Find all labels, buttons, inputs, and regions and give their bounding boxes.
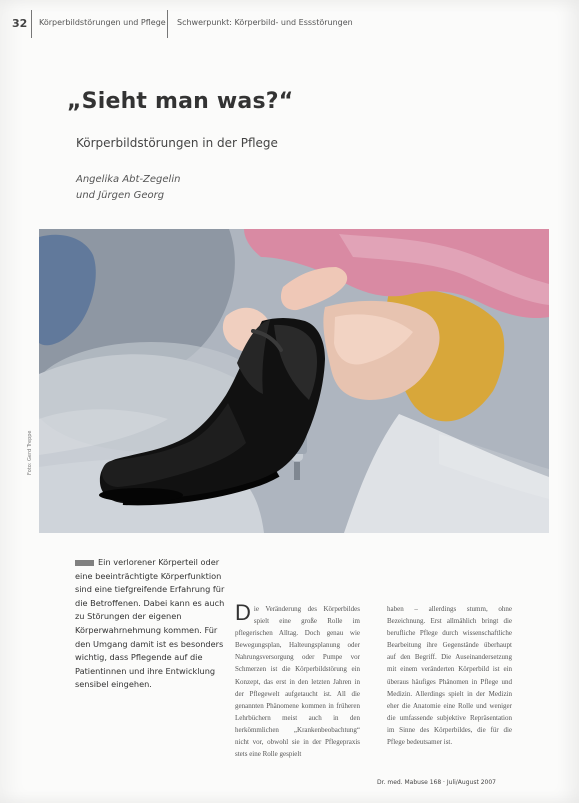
article-subtitle: Körperbildstörungen in der Pflege [76,136,278,150]
header-divider [31,10,32,38]
author-line: Angelika Abt-Zegelin [76,174,181,185]
photo-credit: Foto: Gerd Treppe [27,430,33,475]
body-column-1 [235,600,360,760]
header-divider [167,10,168,38]
page-number: 32 [12,17,28,30]
focus-title: Schwerpunkt: Körperbild- und Essstörungen [177,18,353,27]
dropcap: D [235,600,251,625]
article-photo [39,229,549,533]
body-column-2 [387,603,512,748]
body-text-column-2: haben – allerdings stumm, ohne Bezeichnung. Erst allmählich bringt die berufliche Pflege durch wissenschaftliche Bearbeitung ihre Gegenstände überhaupt auf den Begriff. Die Auseinandersetzung mit einem veränderten Körperbild ist ein überaus häufiges Phänomen in Pflege und Medizin. Allerdings spielt in der Medizin eher die Anatomie eine Rolle und weniger die umfassende subjektive Repräsentation im Sinne des Körperbildes, die für die Pflege bedeutsamer ist. [387,605,512,747]
teaser-text [75,556,225,692]
author-line: und Jürgen Georg [76,190,165,201]
page-footer: Dr. med. Mabuse 168 · Juli/August 2007 [377,779,496,786]
body-text-column-1: ie Veränderung des Körperbildes spielt eine große Rolle im pflegerischen Alltag. Doch genau wie Bewegungsplan, Halteungsplanung oder Nahrungsversorgung oder Pumpe vor Schmerzen ist die Körperbildstörung ein Konzept, das erst in den letzten Jahren in der Pflegewelt aufgetaucht ist. All die genannten Phänomene kommen in früheren Lehrbüchern meist auch in den herkömmlichen „Krankenbeobachtung“ nicht vor, obwohl sie in der Pflegepraxis stets eine Rolle gespielt [235,605,360,759]
teaser-body: Ein verlorener Körperteil oder eine beeinträchtigte Körperfunktion sind eine tiefgreifende Erfahrung für die Betroffenen. Dabei kann es auch zu Störungen der eigenen Körperwahrnehmung kommen. Für den Umgang damit ist es besonders wichtig, dass Pflegende auf die Patientinnen und ihre Entwicklung sensibel eingehen. [75,557,225,690]
article-title: „Sieht man was?“ [67,89,294,114]
photo-illustration [39,229,549,533]
section-title: Körperbildstörungen und Pflege [39,18,166,27]
running-header [0,0,579,40]
teaser-marker [75,560,94,566]
